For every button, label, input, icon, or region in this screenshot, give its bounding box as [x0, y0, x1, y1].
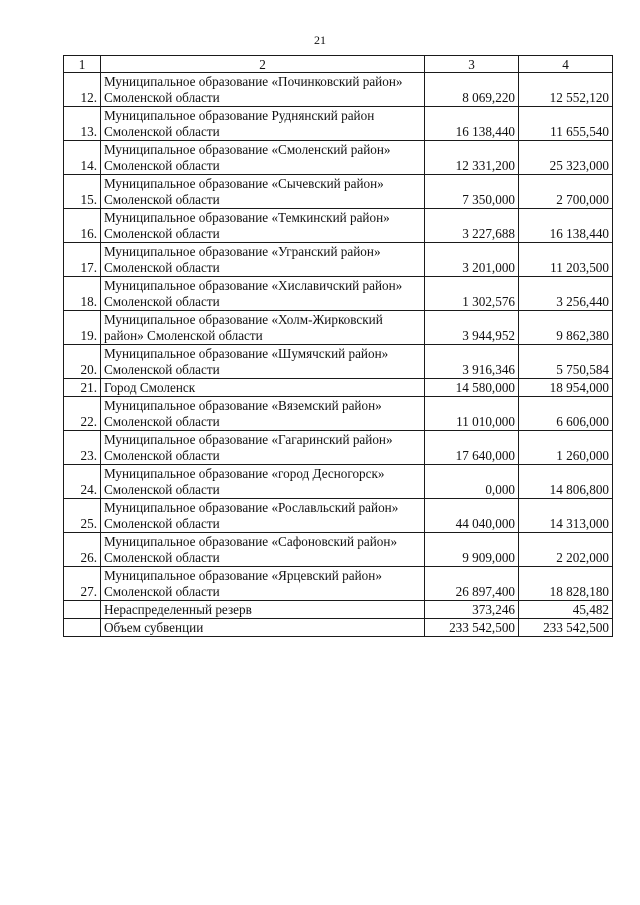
table-row	[64, 141, 613, 175]
column-4-value: 3 256,440	[519, 277, 613, 311]
column-3-value: 0,000	[425, 465, 519, 499]
table-row	[64, 619, 613, 637]
table-row	[64, 465, 613, 499]
row-number: 12.	[64, 73, 101, 107]
column-3-value: 3 227,688	[425, 209, 519, 243]
row-number: 17.	[64, 243, 101, 277]
municipality-name: Муниципальное образование «Смоленский район» Смоленской области	[101, 141, 425, 175]
row-number: 22.	[64, 397, 101, 431]
column-3-value: 3 916,346	[425, 345, 519, 379]
municipality-name: Муниципальное образование «Ярцевский район» Смоленской области	[101, 567, 425, 601]
column-3-value: 1 302,576	[425, 277, 519, 311]
column-4-value: 233 542,500	[519, 619, 613, 637]
municipality-name: Муниципальное образование «Починковский район» Смоленской области	[101, 73, 425, 107]
column-4-value: 1 260,000	[519, 431, 613, 465]
table-row	[64, 431, 613, 465]
municipality-name: Муниципальное образование «Темкинский район» Смоленской области	[101, 209, 425, 243]
table-row	[64, 379, 613, 397]
column-4-value: 2 202,000	[519, 533, 613, 567]
table-row	[64, 73, 613, 107]
municipality-name: Муниципальное образование «Гагаринский район» Смоленской области	[101, 431, 425, 465]
page-number: 21	[314, 33, 326, 47]
column-4-value: 9 862,380	[519, 311, 613, 345]
table-row	[64, 311, 613, 345]
column-3-value: 9 909,000	[425, 533, 519, 567]
municipality-name: Муниципальное образование «Вяземский район» Смоленской области	[101, 397, 425, 431]
municipality-name: Муниципальное образование «Рославльский район» Смоленской области	[101, 499, 425, 533]
row-number: 23.	[64, 431, 101, 465]
table-row	[64, 601, 613, 619]
table-row	[64, 277, 613, 311]
column-3-value: 3 201,000	[425, 243, 519, 277]
municipality-name: Муниципальное образование «Холм-Жирковский район» Смоленской области	[101, 311, 425, 345]
column-4-value: 45,482	[519, 601, 613, 619]
table-body	[64, 56, 613, 637]
column-4-value: 11 655,540	[519, 107, 613, 141]
column-3-value: 26 897,400	[425, 567, 519, 601]
column-4-value: 11 203,500	[519, 243, 613, 277]
row-number: 20.	[64, 345, 101, 379]
row-number: 26.	[64, 533, 101, 567]
column-header-2: 2	[101, 56, 425, 73]
table-row	[64, 345, 613, 379]
column-3-value: 8 069,220	[425, 73, 519, 107]
column-4-value: 5 750,584	[519, 345, 613, 379]
column-3-value: 44 040,000	[425, 499, 519, 533]
row-number: 14.	[64, 141, 101, 175]
table-row	[64, 567, 613, 601]
row-number: 15.	[64, 175, 101, 209]
column-3-value: 17 640,000	[425, 431, 519, 465]
table-row	[64, 209, 613, 243]
row-number: 27.	[64, 567, 101, 601]
column-3-value: 12 331,200	[425, 141, 519, 175]
column-3-value: 3 944,952	[425, 311, 519, 345]
municipality-name: Муниципальное образование «Шумячский район» Смоленской области	[101, 345, 425, 379]
municipality-name: Объем субвенции	[101, 619, 425, 637]
row-number: 18.	[64, 277, 101, 311]
column-4-value: 6 606,000	[519, 397, 613, 431]
row-number: 25.	[64, 499, 101, 533]
table-row	[64, 499, 613, 533]
row-number	[64, 619, 101, 637]
column-4-value: 18 954,000	[519, 379, 613, 397]
column-3-value: 11 010,000	[425, 397, 519, 431]
table-row	[64, 175, 613, 209]
column-header-3: 3	[425, 56, 519, 73]
row-number: 24.	[64, 465, 101, 499]
row-number: 13.	[64, 107, 101, 141]
column-3-value: 14 580,000	[425, 379, 519, 397]
column-3-value: 7 350,000	[425, 175, 519, 209]
column-4-value: 14 313,000	[519, 499, 613, 533]
column-3-value: 373,246	[425, 601, 519, 619]
column-3-value: 16 138,440	[425, 107, 519, 141]
subsidy-table	[63, 55, 613, 637]
column-4-value: 12 552,120	[519, 73, 613, 107]
municipality-name: Муниципальное образование «Сафоновский район» Смоленской области	[101, 533, 425, 567]
table-header-row	[64, 56, 613, 73]
column-4-value: 2 700,000	[519, 175, 613, 209]
municipality-name: Муниципальное образование «Сычевский район» Смоленской области	[101, 175, 425, 209]
row-number: 16.	[64, 209, 101, 243]
municipality-name: Муниципальное образование Руднянский район Смоленской области	[101, 107, 425, 141]
row-number: 21.	[64, 379, 101, 397]
municipality-name: Муниципальное образование «Хиславичский район» Смоленской области	[101, 277, 425, 311]
row-number	[64, 601, 101, 619]
column-3-value: 233 542,500	[425, 619, 519, 637]
municipality-name: Нераспределенный резерв	[101, 601, 425, 619]
municipality-name: Муниципальное образование «Угранский район» Смоленской области	[101, 243, 425, 277]
column-header-4: 4	[519, 56, 613, 73]
column-4-value: 18 828,180	[519, 567, 613, 601]
municipality-name: Город Смоленск	[101, 379, 425, 397]
column-header-1: 1	[64, 56, 101, 73]
table-row	[64, 107, 613, 141]
municipality-name: Муниципальное образование «город Десногорск» Смоленской области	[101, 465, 425, 499]
column-4-value: 16 138,440	[519, 209, 613, 243]
row-number: 19.	[64, 311, 101, 345]
table-row	[64, 397, 613, 431]
column-4-value: 25 323,000	[519, 141, 613, 175]
table-row	[64, 533, 613, 567]
column-4-value: 14 806,800	[519, 465, 613, 499]
table-row	[64, 243, 613, 277]
